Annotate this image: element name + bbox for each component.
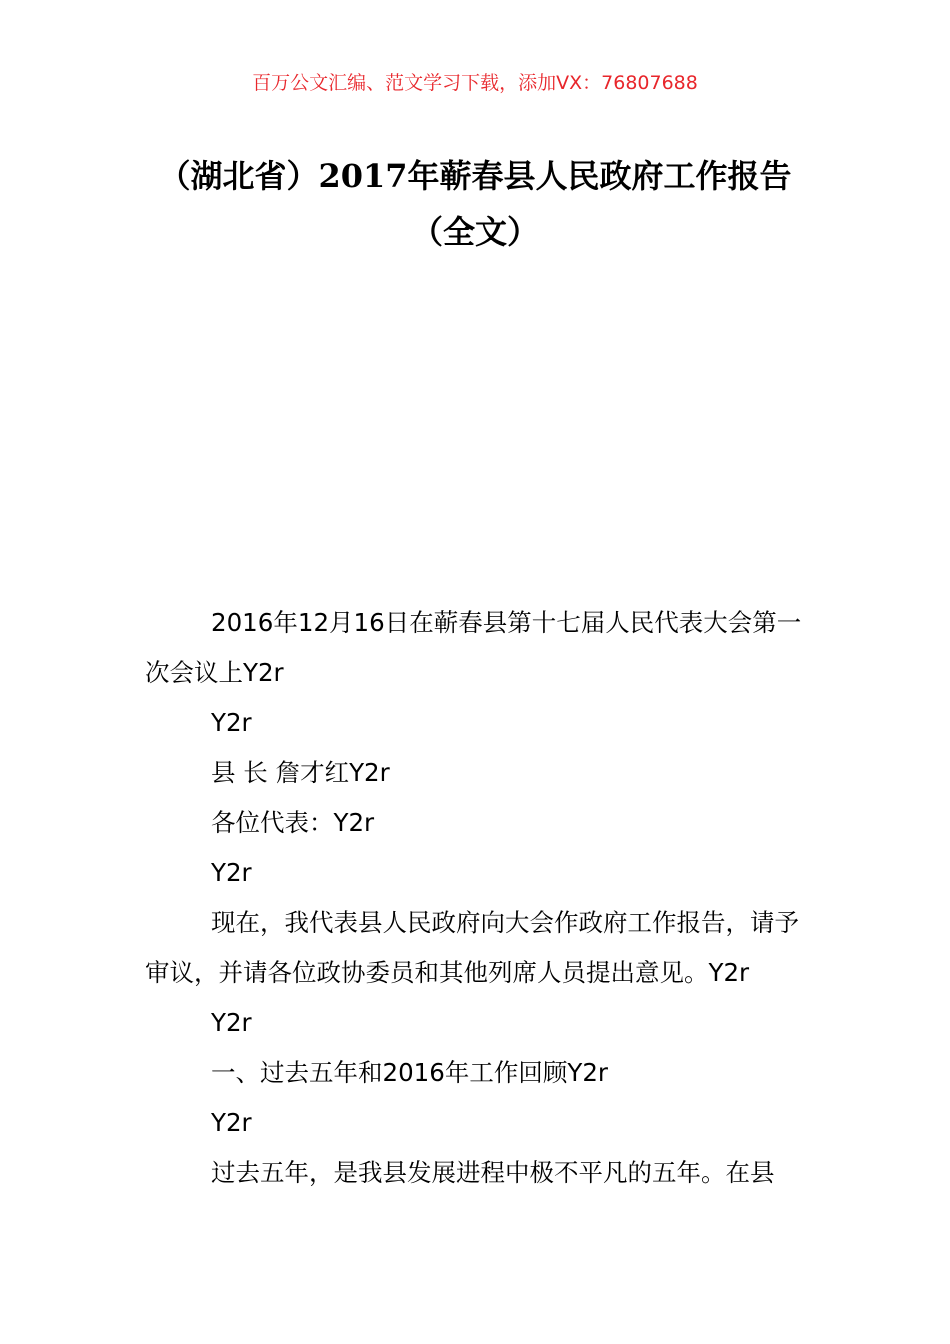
body-paragraph: 过去五年，是我县发展进程中极不平凡的五年。在县 bbox=[211, 1158, 775, 1187]
body-paragraph: Y2r bbox=[211, 1008, 252, 1037]
body-paragraph: Y2r bbox=[211, 858, 252, 887]
body-paragraph: Y2r bbox=[211, 708, 252, 737]
document-body bbox=[145, 598, 810, 1198]
body-paragraph: Y2r bbox=[211, 1108, 252, 1137]
body-paragraph: 县 长 詹才红Y2r bbox=[211, 758, 390, 787]
header-watermark-note: 百万公文汇编、范文学习下载，添加VX：76807688 bbox=[252, 72, 698, 94]
body-paragraph: 各位代表：Y2r bbox=[211, 808, 375, 837]
body-paragraph: 一、过去五年和2016年工作回顾Y2r bbox=[211, 1058, 608, 1087]
body-paragraph: 2016年12月16日在蕲春县第十七届人民代表大会第一次会议上Y2r bbox=[145, 608, 802, 687]
body-paragraph: 现在，我代表县人民政府向大会作政府工作报告，请予审议，并请各位政协委员和其他列席人员提出意见。Y2r bbox=[145, 908, 799, 987]
document-title: （湖北省）2017年蕲春县人民政府工作报告（全文） bbox=[158, 157, 792, 251]
